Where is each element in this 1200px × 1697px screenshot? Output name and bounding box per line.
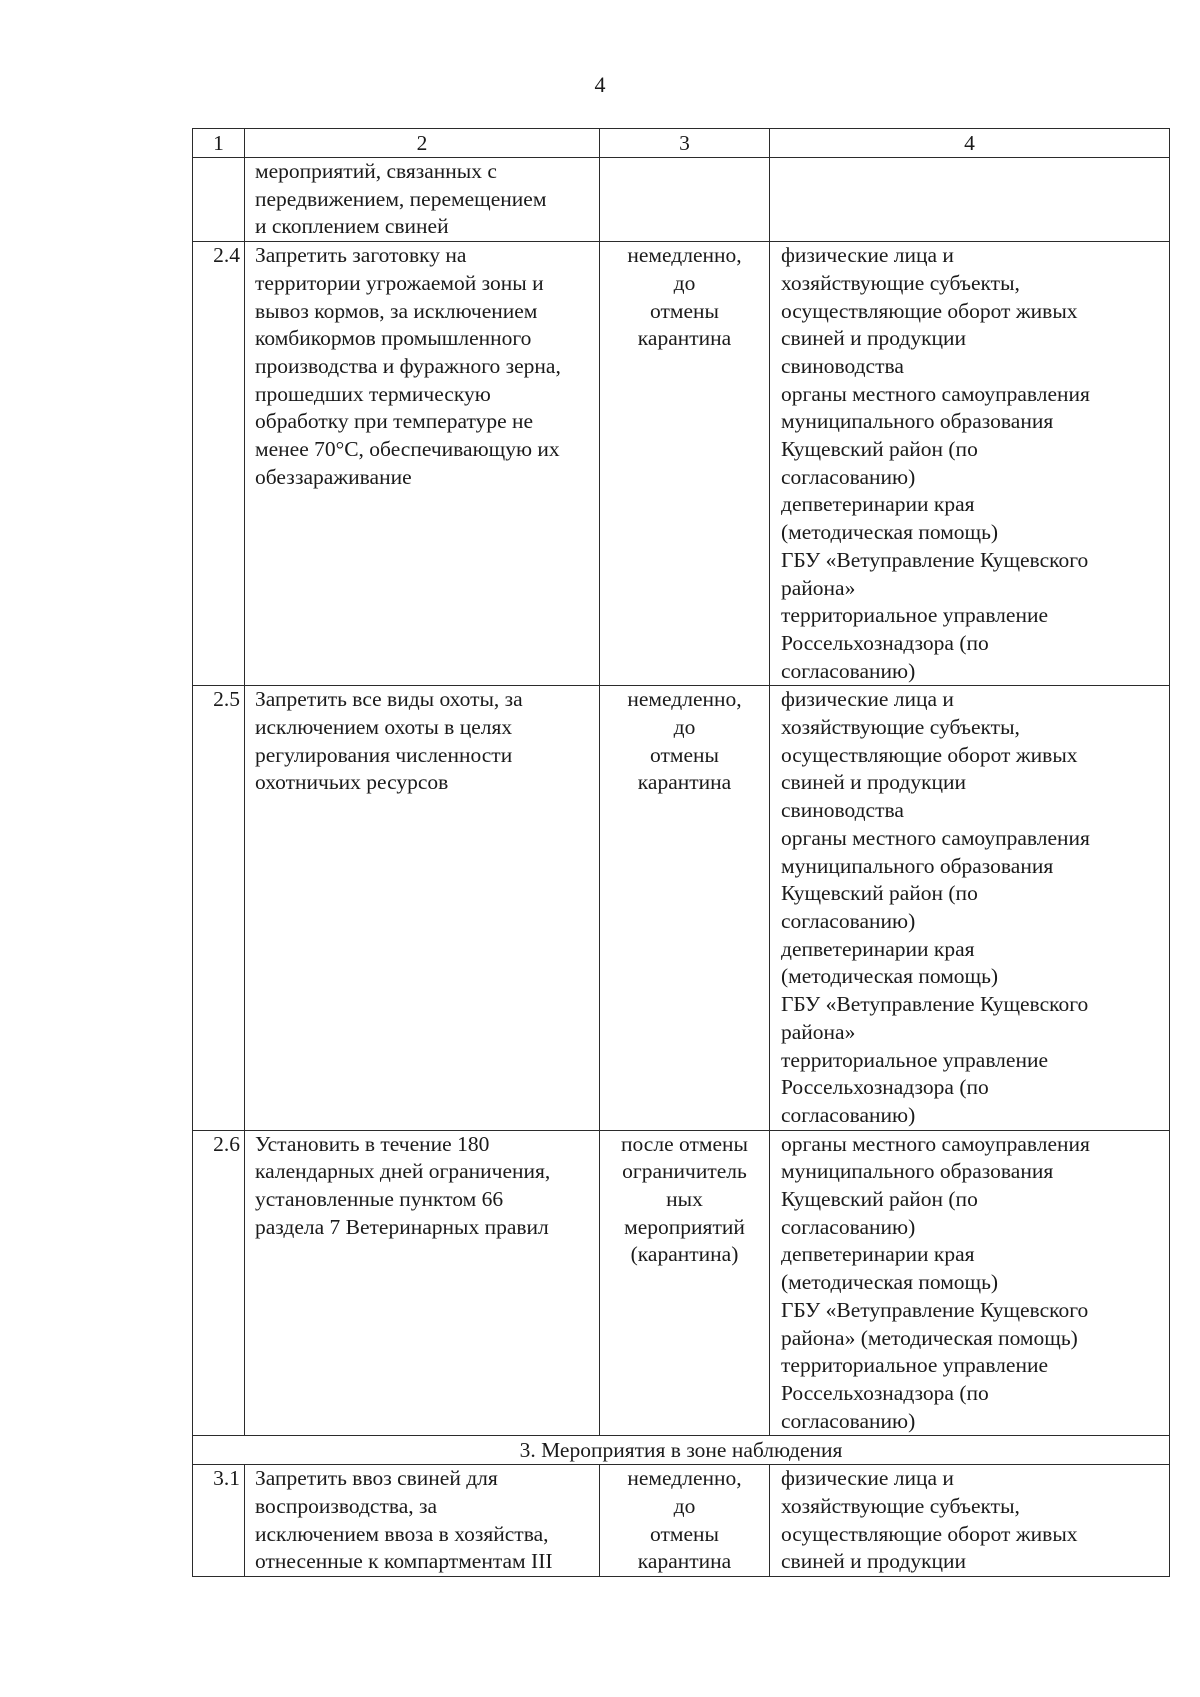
deadline-text-line: карантина [637, 770, 732, 795]
deadline-text-line: после отмены [621, 1131, 748, 1156]
measure-text [245, 158, 600, 242]
measure-text-line: менее 70°С, обеспечивающую их [255, 437, 560, 462]
executors-text-line: свиней и продукции [781, 326, 967, 351]
executors-text-line: (методическая помощь) [781, 964, 999, 989]
executors-text-line: согласованию) [781, 1102, 916, 1127]
executors-text-line: ГБУ «Ветуправление Кущевского [781, 1297, 1089, 1322]
executors-text-line: согласованию) [781, 464, 916, 489]
row-number: 2.6 [193, 1130, 245, 1436]
row-number: 3.1 [193, 1465, 245, 1577]
measure-text-line: воспроизводства, за [255, 1494, 438, 1519]
executors-text-line: свиней и продукции [781, 1549, 967, 1574]
executors-text [770, 686, 1170, 1130]
table-row [193, 1465, 1170, 1577]
section-title: 3. Мероприятия в зоне наблюдения [193, 1436, 1170, 1465]
measure-text [245, 686, 600, 1130]
measure-text-line: календарных дней ограничения, [255, 1159, 551, 1184]
header-col-4: 4 [770, 129, 1170, 158]
executors-text-line: депветеринарии края [781, 1242, 975, 1267]
row-number: 2.4 [193, 242, 245, 686]
measure-text-line: территории угрожаемой зоны и [255, 270, 544, 295]
table-row [193, 1130, 1170, 1436]
deadline-text-line: отмены [650, 298, 719, 323]
measure-text-line: раздела 7 Ветеринарных правил [255, 1214, 549, 1239]
deadline-text-line: до [673, 1494, 696, 1519]
measure-text-line: передвижением, перемещением [255, 186, 547, 211]
rows-after-group [193, 1465, 1170, 1577]
deadline-text-line: карантина [637, 326, 732, 351]
executors-text-line: физические лица и [781, 687, 954, 712]
executors-text-line: осуществляющие оборот живых [781, 742, 1078, 767]
table-row [193, 158, 1170, 242]
executors-text-line: согласованию) [781, 1214, 916, 1239]
deadline-text-line: отмены [650, 742, 719, 767]
measure-text [245, 1130, 600, 1436]
measure-text-line: установленные пунктом 66 [255, 1187, 504, 1212]
executors-text-line: Россельхознадзора (по [781, 1075, 989, 1100]
deadline-text-line: немедленно, [627, 243, 742, 268]
executors-text-line: Россельхознадзора (по [781, 1380, 989, 1405]
executors-text-line: депветеринарии края [781, 936, 975, 961]
measure-text-line: обработку при температуре не [255, 409, 534, 434]
measure-text-line: комбикормов промышленного [255, 326, 532, 351]
executors-text-line: ГБУ «Ветуправление Кущевского [781, 992, 1089, 1017]
deadline-text [600, 1130, 770, 1436]
executors-text-line: физические лица и [781, 1466, 954, 1491]
measure-text-line: отнесенные к компартментам III [255, 1549, 553, 1574]
executors-text-line: органы местного самоуправления [781, 825, 1090, 850]
measure-text-line: Запретить ввоз свиней для [255, 1466, 498, 1491]
executors-text-line: согласованию) [781, 1408, 916, 1433]
executors-text [770, 1465, 1170, 1577]
row-number: 2.5 [193, 686, 245, 1130]
measure-text [245, 1465, 600, 1577]
measure-text-line: прошедших термическую [255, 381, 491, 406]
deadline-text-line: мероприятий [624, 1214, 745, 1239]
executors-text-line: хозяйствующие субъекты, [781, 270, 1020, 295]
executors-text-line: района» [781, 1019, 856, 1044]
measure-text-line: и скоплением свиней [255, 214, 449, 239]
executors-text-line: Кущевский район (по [781, 881, 978, 906]
deadline-text [600, 686, 770, 1130]
executors-text-line: согласованию) [781, 908, 916, 933]
measure-text-line: исключением ввоза в хозяйства, [255, 1521, 549, 1546]
executors-text-line: хозяйствующие субъекты, [781, 1494, 1020, 1519]
measure-text [245, 242, 600, 686]
executors-text [770, 242, 1170, 686]
header-col-1: 1 [193, 129, 245, 158]
table-header-row [193, 129, 1170, 158]
executors-text-line: органы местного самоуправления [781, 381, 1090, 406]
section-row [193, 1436, 1170, 1465]
executors-text [770, 1130, 1170, 1436]
executors-text-line: органы местного самоуправления [781, 1131, 1090, 1156]
measure-text-line: охотничьих ресурсов [255, 770, 449, 795]
measure-text-line: Запретить все виды охоты, за [255, 687, 523, 712]
deadline-text [600, 242, 770, 686]
measures-table [192, 128, 1170, 1577]
deadline-text [600, 1465, 770, 1577]
deadline-text-line: немедленно, [627, 1466, 742, 1491]
header-col-3: 3 [600, 129, 770, 158]
table-row [193, 686, 1170, 1130]
executors-text-line: Россельхознадзора (по [781, 630, 989, 655]
header-col-2: 2 [245, 129, 600, 158]
executors-text-line: района» (методическая помощь) [781, 1325, 1078, 1350]
executors-text-line: Кущевский район (по [781, 437, 978, 462]
executors-text-line: муниципального образования [781, 1159, 1054, 1184]
executors-text-line: согласованию) [781, 658, 916, 683]
executors-text-line: свиней и продукции [781, 770, 967, 795]
executors-text-line: физические лица и [781, 243, 954, 268]
executors-text-line: территориальное управление [781, 1353, 1049, 1378]
deadline-text-line: до [673, 715, 696, 740]
measure-text-line: производства и фуражного зерна, [255, 353, 561, 378]
executors-text-line: депветеринарии края [781, 492, 975, 517]
measure-text-line: Запретить заготовку на [255, 243, 467, 268]
rows-group [193, 158, 1170, 1436]
deadline-text-line: немедленно, [627, 687, 742, 712]
measure-text-line: вывоз кормов, за исключением [255, 298, 538, 323]
executors-text-line: (методическая помощь) [781, 1270, 999, 1295]
deadline-text-line: (карантина) [630, 1242, 739, 1267]
measure-text-line: исключением охоты в целях [255, 715, 513, 740]
executors-text-line: свиноводства [781, 798, 904, 823]
executors-text-line: территориальное управление [781, 603, 1049, 628]
measure-text-line: обеззараживание [255, 464, 412, 489]
executors-text-line: района» [781, 575, 856, 600]
executors-text-line: осуществляющие оборот живых [781, 1521, 1078, 1546]
measure-text-line: мероприятий, связанных с [255, 159, 497, 183]
executors-text-line: (методическая помощь) [781, 520, 999, 545]
executors-text-line: осуществляющие оборот живых [781, 298, 1078, 323]
page-number: 4 [594, 72, 606, 97]
executors-text-line: хозяйствующие субъекты, [781, 715, 1020, 740]
executors-text [770, 158, 1170, 242]
executors-text-line: Кущевский район (по [781, 1187, 978, 1212]
deadline-text-line: ных [666, 1187, 703, 1212]
executors-text-line: свиноводства [781, 353, 904, 378]
deadline-text-line: до [673, 270, 696, 295]
row-number [193, 158, 245, 242]
deadline-text-line: карантина [637, 1549, 732, 1574]
measure-text-line: Установить в течение 180 [255, 1131, 490, 1156]
executors-text-line: муниципального образования [781, 409, 1054, 434]
deadline-text [600, 158, 770, 242]
executors-text-line: территориальное управление [781, 1047, 1049, 1072]
measure-text-line: регулирования численности [255, 742, 513, 767]
executors-text-line: ГБУ «Ветуправление Кущевского [781, 547, 1089, 572]
table-row [193, 242, 1170, 686]
deadline-text-line: отмены [650, 1521, 719, 1546]
executors-text-line: муниципального образования [781, 853, 1054, 878]
deadline-text-line: ограничитель [622, 1159, 747, 1184]
